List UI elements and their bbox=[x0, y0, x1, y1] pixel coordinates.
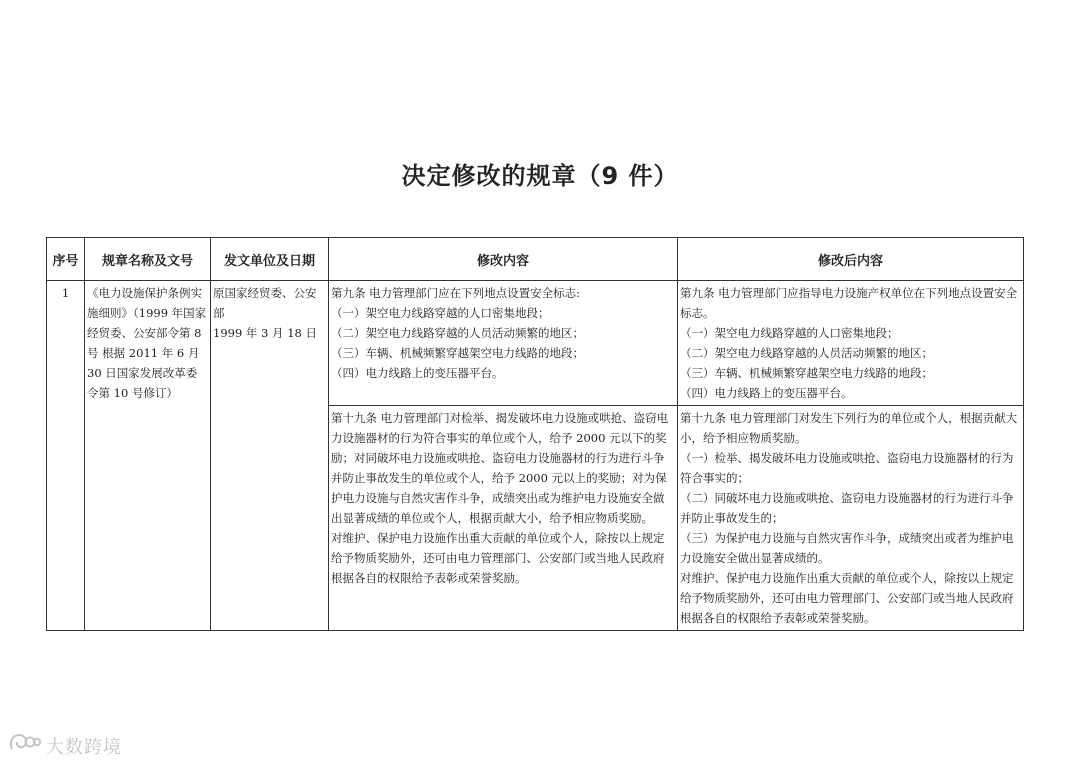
table-row bbox=[47, 281, 1024, 406]
header-modification: 修改内容 bbox=[329, 238, 678, 281]
header-revised-content: 修改后内容 bbox=[678, 238, 1024, 281]
original-article-9-line: 第九条 电力管理部门应在下列地点设置安全标志: bbox=[331, 286, 581, 300]
revised-article-19-paragraph: （一）检举、揭发破坏电力设施或哄抢、盗窃电力设施器材的行为符合事实的； bbox=[680, 451, 1014, 485]
revised-article-19-paragraph: 第十九条 电力管理部门对发生下列行为的单位或个人，根据贡献大小，给予相应物质奖励。 bbox=[680, 411, 1018, 445]
row-number: 1 bbox=[47, 281, 85, 631]
table-header-row bbox=[47, 238, 1024, 281]
revised-article-19-cell bbox=[678, 406, 1024, 631]
original-article-9-line: （一）架空电力线路穿越的人口密集地段； bbox=[331, 306, 550, 320]
revised-article-19-paragraph: （二）同破坏电力设施或哄抢、盗窃电力设施器材的行为进行斗争并防止事故发生的； bbox=[680, 491, 1014, 525]
revised-article-9-line: （二）架空电力线路穿越的人员活动频繁的地区； bbox=[680, 346, 933, 360]
original-article-9-line: （四）电力线路上的变压器平台。 bbox=[331, 366, 504, 380]
revised-article-19-paragraph: 对维护、保护电力设施作出重大贡献的单位或个人，除按以上规定给予物质奖励外，还可由电力管理部门、公安部门或当地人民政府根据各自的权限给予表彰或荣誉奖励。 bbox=[680, 571, 1014, 625]
header-issuer-date: 发文单位及日期 bbox=[211, 238, 329, 281]
regulations-table bbox=[46, 237, 1024, 631]
issue-date-text: 1999 年 3 月 18 日 bbox=[213, 326, 317, 340]
original-article-19-cell bbox=[329, 406, 678, 631]
document-title: 决定修改的规章（9 件） bbox=[401, 162, 679, 190]
original-article-19-paragraph: 对维护、保护电力设施作出重大贡献的单位或个人，除按以上规定给予物质奖励外，还可由电力管理部门、公安部门或当地人民政府根据各自的权限给予表彰或荣誉奖励。 bbox=[331, 531, 665, 585]
revised-article-19-paragraph: （三）为保护电力设施与自然灾害作斗争，成绩突出或者为维护电力设施安全做出显著成绩的。 bbox=[680, 531, 1014, 565]
revised-article-9-line: （三）车辆、机械频繁穿越架空电力线路的地段； bbox=[680, 366, 933, 380]
regulation-name-cell: 《电力设施保护条例实施细则》（1999 年国家经贸委、公安部令第 8 号 根据 2011 年 6 月 30 日国家发展改革委令第 10 号修订） bbox=[85, 281, 211, 631]
revised-article-9-line: （四）电力线路上的变压器平台。 bbox=[680, 386, 853, 400]
issuer-date-cell bbox=[211, 281, 329, 631]
revised-article-9-line: 第九条 电力管理部门应指导电力设施产权单位在下列地点设置安全标志。 bbox=[680, 286, 1018, 320]
original-article-9-cell bbox=[329, 281, 678, 406]
issuer-text: 原国家经贸委、公安部 bbox=[213, 286, 317, 320]
original-article-9-line: （二）架空电力线路穿越的人员活动频繁的地区； bbox=[331, 326, 584, 340]
watermark-logo-icon bbox=[8, 732, 42, 759]
original-article-19-paragraph: 第十九条 电力管理部门对检举、揭发破坏电力设施或哄抢、盗窃电力设施器材的行为符合事实的单位或个人，给予 2000 元以下的奖励；对同破坏电力设施或哄抢、盗窃电力设施器材的行为进行斗争并防止事故发生的单位或个人，给予 2000 元以上的奖励；对为保护电力设施与自然灾害作斗争，成绩突出或为维护电力设施安全做出显著成绩的单位或个人，根据贡献大小，给予相应物质奖励。 bbox=[331, 411, 669, 525]
original-article-9-line: （三）车辆、机械频繁穿越架空电力线路的地段； bbox=[331, 346, 584, 360]
revised-article-9-cell bbox=[678, 281, 1024, 406]
header-number: 序号 bbox=[47, 238, 85, 281]
watermark-text: 大数跨境 bbox=[46, 736, 122, 758]
revised-article-9-line: （一）架空电力线路穿越的人口密集地段； bbox=[680, 326, 899, 340]
header-regulation-name: 规章名称及文号 bbox=[85, 238, 211, 281]
watermark bbox=[8, 732, 122, 759]
